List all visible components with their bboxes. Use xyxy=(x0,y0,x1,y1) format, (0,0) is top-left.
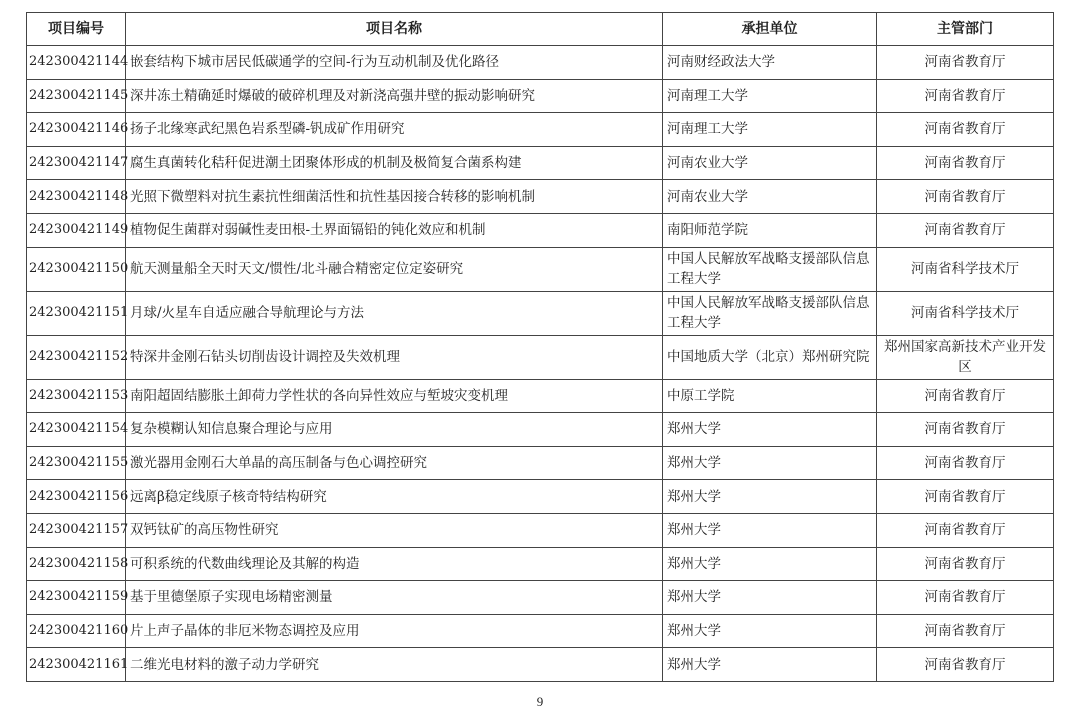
table-row xyxy=(27,46,1054,80)
table-row xyxy=(27,335,1054,379)
project-name-cell: 深井冻土精确延时爆破的破碎机理及对新浇高强井壁的振动影响研究 xyxy=(126,79,663,113)
undertaking-unit-cell: 郑州大学 xyxy=(663,480,877,514)
undertaking-unit-cell: 河南理工大学 xyxy=(663,113,877,147)
undertaking-unit-cell: 郑州大学 xyxy=(663,648,877,682)
header-competent-department: 主管部门 xyxy=(877,13,1054,46)
project-name-cell: 光照下微塑料对抗生素抗性细菌活性和抗性基因接合转移的影响机制 xyxy=(126,180,663,214)
project-name-cell: 激光器用金刚石大单晶的高压制备与色心调控研究 xyxy=(126,446,663,480)
table-row xyxy=(27,180,1054,214)
department-cell: 河南省教育厅 xyxy=(877,113,1054,147)
project-name-cell: 复杂模糊认知信息聚合理论与应用 xyxy=(126,413,663,447)
undertaking-unit-cell: 郑州大学 xyxy=(663,547,877,581)
project-code-cell: 242300421160 xyxy=(27,614,126,648)
undertaking-unit-cell: 郑州大学 xyxy=(663,513,877,547)
table-row xyxy=(27,480,1054,514)
department-cell: 河南省科学技术厅 xyxy=(877,291,1054,335)
department-cell: 河南省教育厅 xyxy=(877,413,1054,447)
department-cell: 郑州国家高新技术产业开发区 xyxy=(877,335,1054,379)
project-name-cell: 嵌套结构下城市居民低碳通学的空间-行为互动机制及优化路径 xyxy=(126,46,663,80)
table-row xyxy=(27,291,1054,335)
undertaking-unit-cell: 郑州大学 xyxy=(663,413,877,447)
project-name-cell: 月球/火星车自适应融合导航理论与方法 xyxy=(126,291,663,335)
project-code-cell: 242300421153 xyxy=(27,379,126,413)
undertaking-unit-cell: 中国人民解放军战略支援部队信息工程大学 xyxy=(663,247,877,291)
project-name-cell: 基于里德堡原子实现电场精密测量 xyxy=(126,581,663,615)
project-code-cell: 242300421146 xyxy=(27,113,126,147)
table-body xyxy=(27,46,1054,682)
undertaking-unit-cell: 郑州大学 xyxy=(663,614,877,648)
table-row xyxy=(27,547,1054,581)
table-header-row xyxy=(27,13,1054,46)
project-name-cell: 片上声子晶体的非厄米物态调控及应用 xyxy=(126,614,663,648)
department-cell: 河南省教育厅 xyxy=(877,446,1054,480)
department-cell: 河南省教育厅 xyxy=(877,379,1054,413)
project-code-cell: 242300421152 xyxy=(27,335,126,379)
project-code-cell: 242300421158 xyxy=(27,547,126,581)
project-code-cell: 242300421156 xyxy=(27,480,126,514)
project-code-cell: 242300421149 xyxy=(27,213,126,247)
department-cell: 河南省教育厅 xyxy=(877,146,1054,180)
project-code-cell: 242300421150 xyxy=(27,247,126,291)
project-name-cell: 扬子北缘寒武纪黑色岩系型磷-钒成矿作用研究 xyxy=(126,113,663,147)
undertaking-unit-cell: 河南农业大学 xyxy=(663,146,877,180)
project-name-cell: 可积系统的代数曲线理论及其解的构造 xyxy=(126,547,663,581)
table-row xyxy=(27,79,1054,113)
header-undertaking-unit: 承担单位 xyxy=(663,13,877,46)
header-project-name: 项目名称 xyxy=(126,13,663,46)
undertaking-unit-cell: 南阳师范学院 xyxy=(663,213,877,247)
table-row xyxy=(27,614,1054,648)
project-code-cell: 242300421157 xyxy=(27,513,126,547)
department-cell: 河南省教育厅 xyxy=(877,614,1054,648)
undertaking-unit-cell: 中国地质大学（北京）郑州研究院 xyxy=(663,335,877,379)
project-code-cell: 242300421151 xyxy=(27,291,126,335)
table-row xyxy=(27,213,1054,247)
department-cell: 河南省教育厅 xyxy=(877,79,1054,113)
undertaking-unit-cell: 河南财经政法大学 xyxy=(663,46,877,80)
project-name-cell: 航天测量船全天时天文/惯性/北斗融合精密定位定姿研究 xyxy=(126,247,663,291)
undertaking-unit-cell: 郑州大学 xyxy=(663,581,877,615)
project-name-cell: 远离β稳定线原子核奇特结构研究 xyxy=(126,480,663,514)
table-row xyxy=(27,379,1054,413)
project-code-cell: 242300421155 xyxy=(27,446,126,480)
project-name-cell: 二维光电材料的激子动力学研究 xyxy=(126,648,663,682)
table-row xyxy=(27,581,1054,615)
table-row xyxy=(27,648,1054,682)
undertaking-unit-cell: 河南农业大学 xyxy=(663,180,877,214)
table-row xyxy=(27,413,1054,447)
department-cell: 河南省教育厅 xyxy=(877,480,1054,514)
department-cell: 河南省教育厅 xyxy=(877,46,1054,80)
department-cell: 河南省教育厅 xyxy=(877,581,1054,615)
project-code-cell: 242300421145 xyxy=(27,79,126,113)
table-row xyxy=(27,247,1054,291)
department-cell: 河南省教育厅 xyxy=(877,180,1054,214)
project-code-cell: 242300421159 xyxy=(27,581,126,615)
project-code-cell: 242300421144 xyxy=(27,46,126,80)
page-number: 9 xyxy=(536,694,544,709)
project-code-cell: 242300421154 xyxy=(27,413,126,447)
department-cell: 河南省教育厅 xyxy=(877,547,1054,581)
table-row xyxy=(27,513,1054,547)
project-name-cell: 植物促生菌群对弱碱性麦田根-土界面镉铅的钝化效应和机制 xyxy=(126,213,663,247)
undertaking-unit-cell: 中原工学院 xyxy=(663,379,877,413)
undertaking-unit-cell: 河南理工大学 xyxy=(663,79,877,113)
projects-table xyxy=(26,12,1054,682)
project-name-cell: 双钙钛矿的高压物性研究 xyxy=(126,513,663,547)
project-code-cell: 242300421147 xyxy=(27,146,126,180)
table-row xyxy=(27,146,1054,180)
undertaking-unit-cell: 郑州大学 xyxy=(663,446,877,480)
header-project-code: 项目编号 xyxy=(27,13,126,46)
department-cell: 河南省教育厅 xyxy=(877,648,1054,682)
department-cell: 河南省教育厅 xyxy=(877,513,1054,547)
table-row xyxy=(27,446,1054,480)
project-name-cell: 南阳超固结膨胀土卸荷力学性状的各向异性效应与堑坡灾变机理 xyxy=(126,379,663,413)
undertaking-unit-cell: 中国人民解放军战略支援部队信息工程大学 xyxy=(663,291,877,335)
project-code-cell: 242300421161 xyxy=(27,648,126,682)
project-code-cell: 242300421148 xyxy=(27,180,126,214)
department-cell: 河南省科学技术厅 xyxy=(877,247,1054,291)
table-row xyxy=(27,113,1054,147)
department-cell: 河南省教育厅 xyxy=(877,213,1054,247)
project-name-cell: 特深井金刚石钻头切削齿设计调控及失效机理 xyxy=(126,335,663,379)
project-name-cell: 腐生真菌转化秸秆促进潮土团聚体形成的机制及极简复合菌系构建 xyxy=(126,146,663,180)
